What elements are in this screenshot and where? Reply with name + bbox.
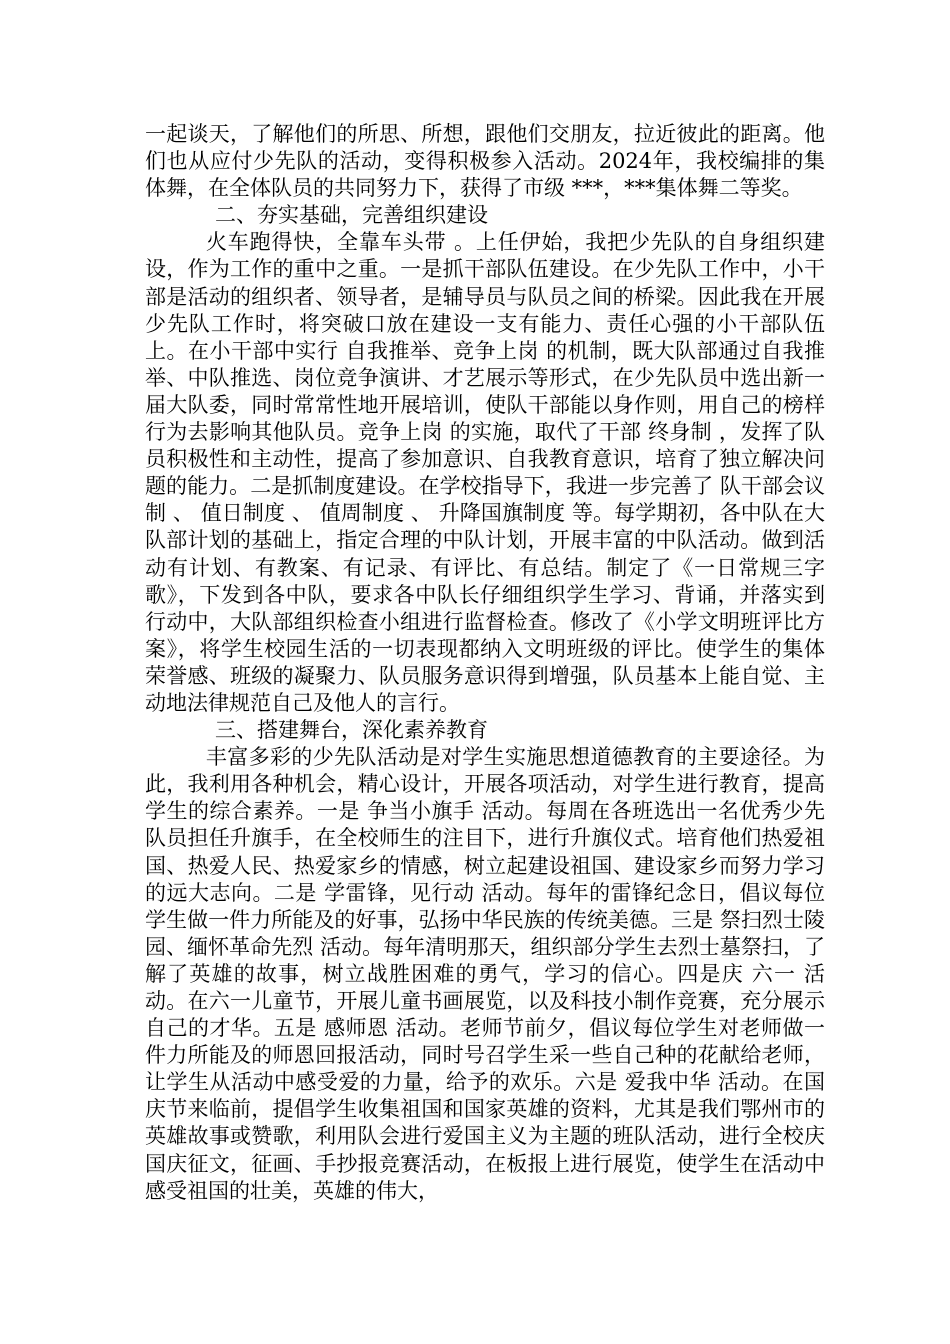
section-heading-2: 二、夯实基础，完善组织建设 bbox=[215, 203, 488, 228]
document-page bbox=[145, 121, 825, 1205]
paragraph-quality-education: 丰富多彩的少先队活动是对学生实施思想道德教育的主要途径。为此，我利用各种机会，精心设计，开展各项活动，对学生进行教育，提高学生的综合素养。一是 争当小旗手 活动。每周在各班选出一名优秀少先队员担任升旗手，在全校师生的注目下，进行升旗仪式。培育他们热爱祖国、热爱人民、热爱家乡的情感，树立起建设祖国、建设家乡而努力学习的远大志向。二是 学雷锋，见行动 活动。每年的雷锋纪念日，倡议每位学生做一件力所能及的好事，弘扬中华民族的传统美德。三是 祭扫烈士陵园、缅怀革命先烈 活动。每年清明那天，组织部分学生去烈士墓祭扫，了解了英雄的故事，树立战胜困难的勇气，学习的信心。四是庆 六一 活动。在六一儿童节，开展儿童书画展览，以及科技小制作竞赛，充分展示自己的才华。五是 感师恩 活动。老师节前夕，倡议每位学生对老师做一件力所能及的师恩回报活动，同时号召学生采一些自己种的花献给老师，让学生从活动中感受爱的力量，给予的欢乐。六是 爱我中华 活动。在国庆节来临前，提倡学生收集祖国和国家英雄的资料，尤其是我们鄂州市的英雄故事或赞歌，利用队会进行爱国主义为主题的班队活动，进行全校庆国庆征文，征画、手抄报竞赛活动，在板报上进行展览，使学生在活动中感受祖国的壮美，英雄的伟大， bbox=[145, 745, 825, 1203]
section-heading-3: 三、搭建舞台，深化素养教育 bbox=[215, 718, 488, 743]
paragraph-intro-continued: 一起谈天，了解他们的所思、所想，跟他们交朋友，拉近彼此的距离。他们也从应付少先队的活动，变得积极参入活动。2024年，我校编排的集体舞，在全体队员的共同努力下，获得了市级 ***，***集体舞二等奖。 bbox=[145, 122, 825, 201]
paragraph-organization-building: 火车跑得快，全靠车头带 。上任伊始，我把少先队的自身组织建设，作为工作的重中之重。一是抓干部队伍建设。在少先队工作中，小干部是活动的组织者、领导者，是辅导员与队员之间的桥梁。因此我在开展少先队工作时，将突破口放在建设一支有能力、责任心强的小干部队伍上。在小干部中实行 自我推举、竞争上岗 的机制，既大队部通过自我推举、中队推选、岗位竞争演讲、才艺展示等形式，在少先队员中选出新一届大队委，同时常常性地开展培训，使队干部能以身作则，用自己的榜样行为去影响其他队员。竞争上岗 的实施，取代了干部 终身制 ，发挥了队员积极性和主动性，提高了参加意识、自我教育意识，培育了独立解决问题的能力。二是抓制度建设。在学校指导下，我进一步完善了 队干部会议制 、 值日制度 、 值周制度 、 升降国旗制度 等。每学期初，各中队在大队部计划的基础上，指定合理的中队计划，开展丰富的中队活动。做到活动有计划、有教案、有记录、有评比、有总结。制定了《一日常规三字歌》，下发到各中队，要求各中队长仔细组织学生学习、背诵，并落实到行动中，大队部组织检查小组进行监督检查。修改了《小学文明班评比方案》，将学生校园生活的一切表现都纳入文明班级的评比。使学生的集体荣誉感、班级的凝聚力、队员服务意识得到增强，队员基本上能自觉、主动地法律规范自己及他人的言行。 bbox=[145, 230, 825, 715]
